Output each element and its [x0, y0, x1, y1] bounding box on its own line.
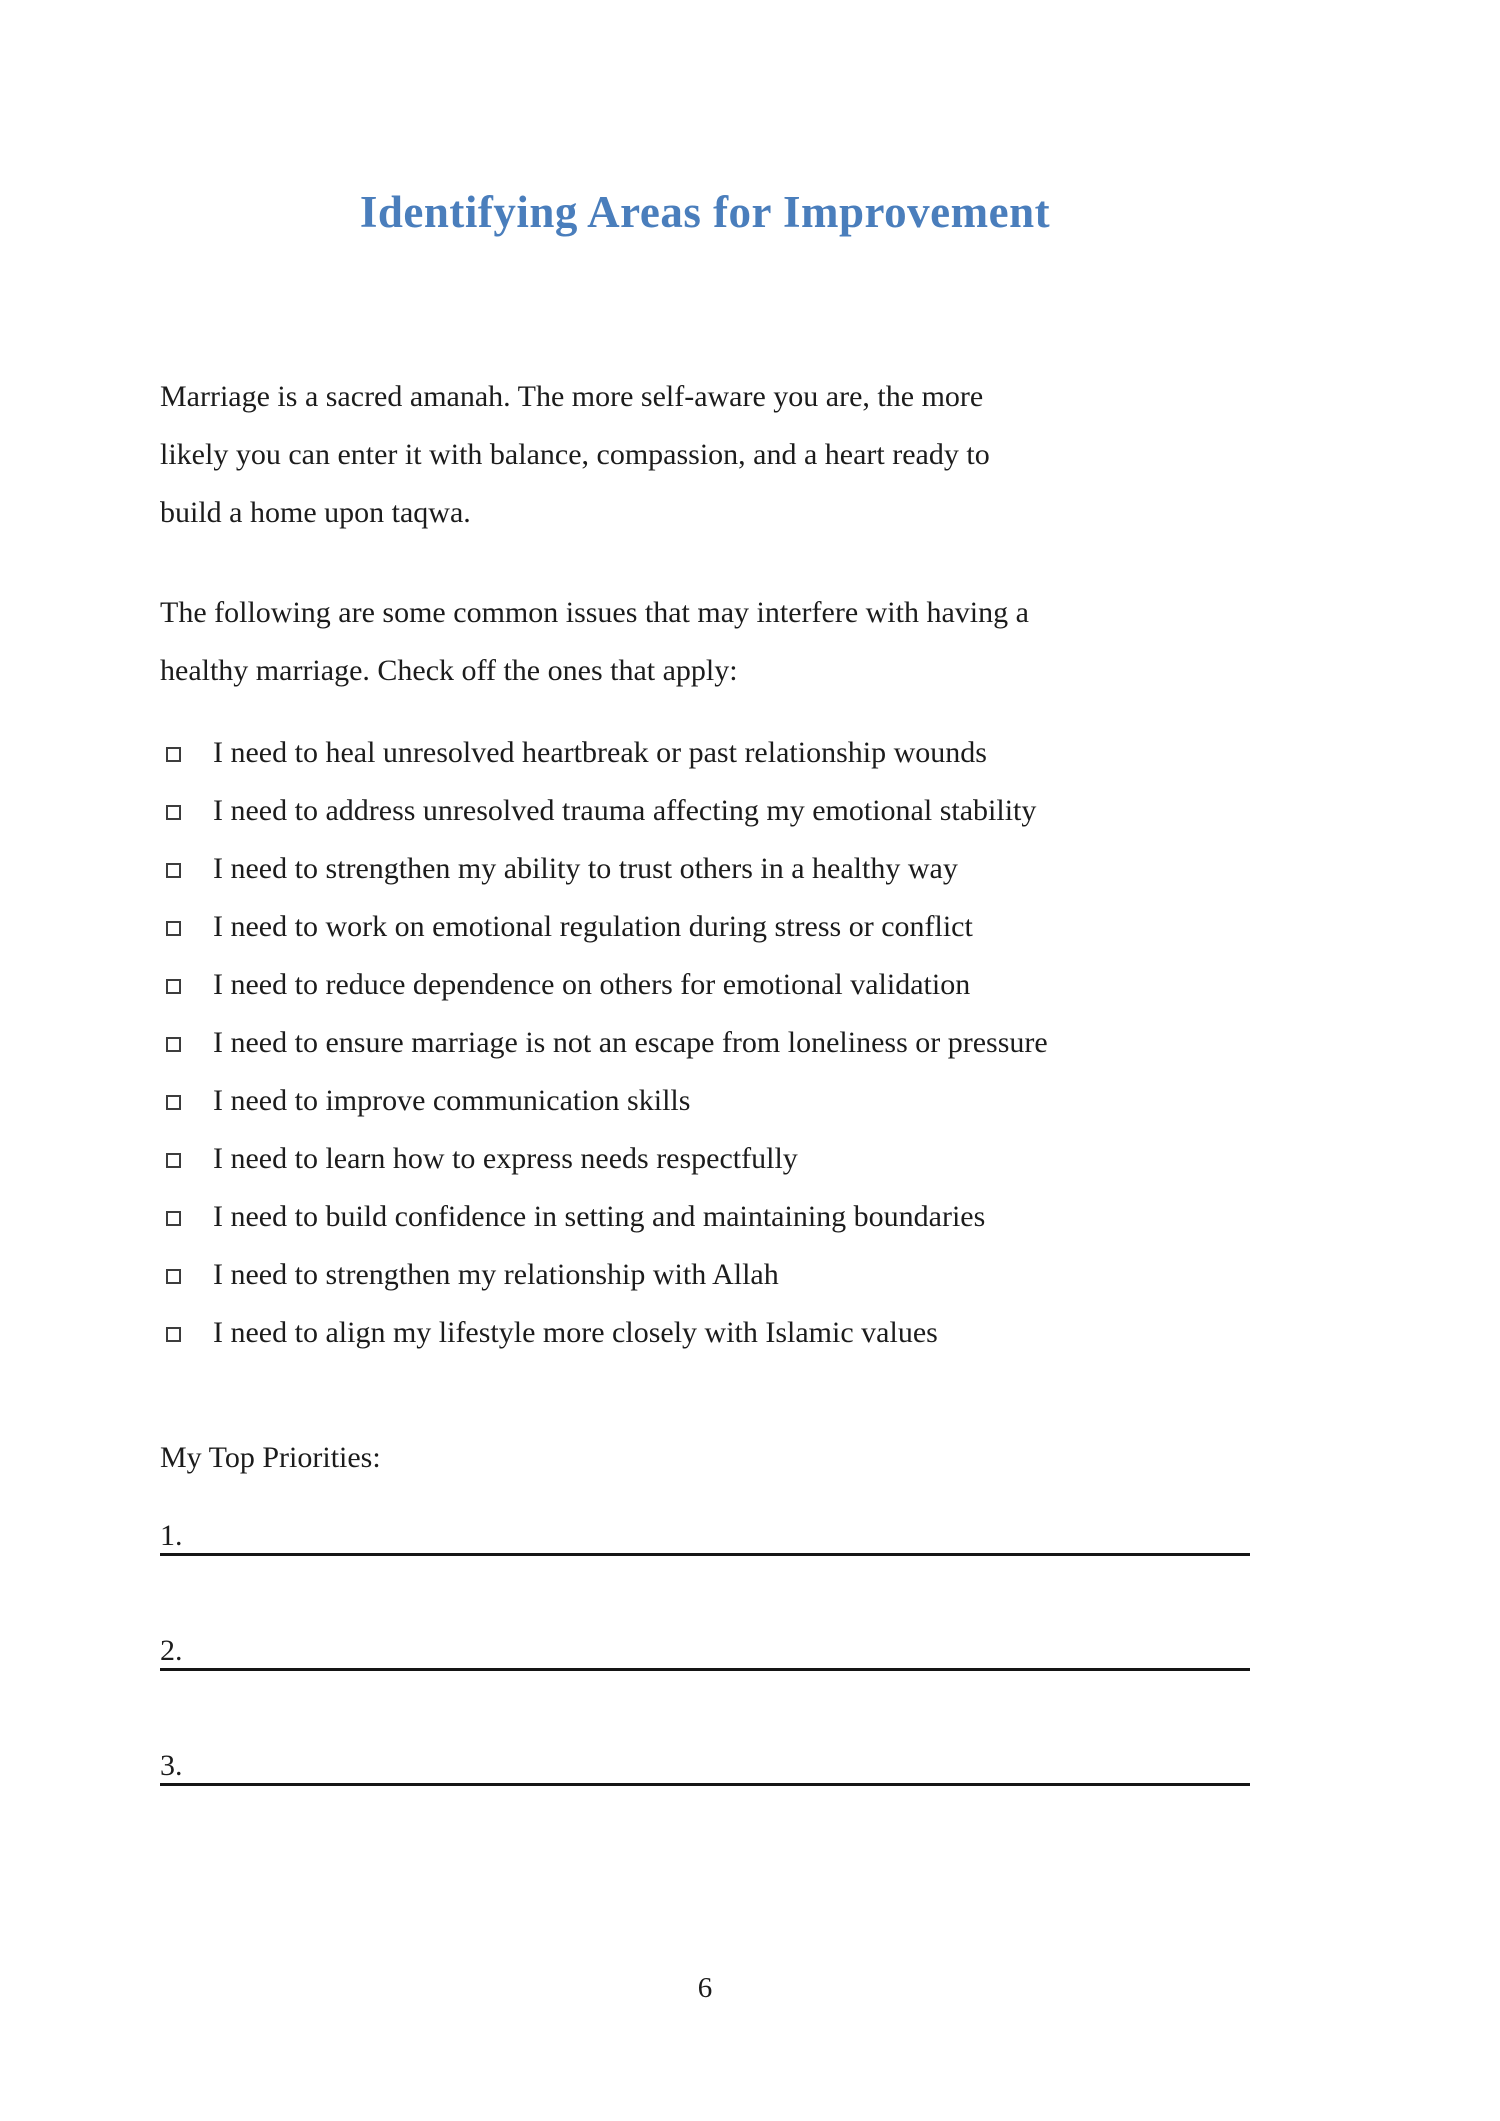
paragraph-line: build a home upon taqwa.	[160, 496, 471, 529]
checkbox-icon[interactable]	[166, 1327, 181, 1342]
checkbox-icon[interactable]	[166, 1269, 181, 1284]
checklist-item	[160, 1188, 1250, 1246]
checkbox-icon[interactable]	[166, 1095, 181, 1110]
checklist-item-label: I need to work on emotional regulation during stress or conflict	[213, 910, 973, 943]
paragraph-line: Marriage is a sacred amanah. The more self-aware you are, the more	[160, 380, 984, 413]
checklist-item	[160, 724, 1250, 782]
checkbox-icon[interactable]	[166, 979, 181, 994]
checklist-item-label: I need to strengthen my relationship with Allah	[213, 1258, 779, 1291]
priority-number: 1.	[160, 1519, 183, 1552]
priority-line-2[interactable]	[160, 1631, 1250, 1671]
priorities-heading: My Top Priorities:	[160, 1441, 381, 1474]
page-number: 6	[697, 1972, 713, 2004]
checkbox-icon[interactable]	[166, 1211, 181, 1226]
checklist-item	[160, 782, 1250, 840]
intro-paragraph-2	[160, 584, 1250, 700]
checklist-item	[160, 1246, 1250, 1304]
checklist-item	[160, 1014, 1250, 1072]
checklist-item-label: I need to address unresolved trauma affecting my emotional stability	[213, 794, 1037, 827]
checklist-item-label: I need to align my lifestyle more closely with Islamic values	[213, 1316, 938, 1349]
checklist-item-label: I need to improve communication skills	[213, 1084, 691, 1117]
paragraph-line: healthy marriage. Check off the ones that apply:	[160, 654, 738, 687]
checklist-item-label: I need to reduce dependence on others for emotional validation	[213, 968, 971, 1001]
checkbox-icon[interactable]	[166, 863, 181, 878]
priority-number: 2.	[160, 1634, 183, 1667]
checklist-item-label: I need to heal unresolved heartbreak or past relationship wounds	[213, 736, 987, 769]
checkbox-icon[interactable]	[166, 1037, 181, 1052]
checklist-item	[160, 898, 1250, 956]
priority-line-3[interactable]	[160, 1746, 1250, 1786]
paragraph-line: likely you can enter it with balance, compassion, and a heart ready to	[160, 438, 990, 471]
checklist-item-label: I need to learn how to express needs respectfully	[213, 1142, 798, 1175]
priority-line-1[interactable]	[160, 1516, 1250, 1556]
checklist-item	[160, 1130, 1250, 1188]
checkbox-icon[interactable]	[166, 1153, 181, 1168]
checklist-item-label: I need to strengthen my ability to trust others in a healthy way	[213, 852, 958, 885]
checklist-item	[160, 840, 1250, 898]
checklist-item-label: I need to ensure marriage is not an escape from loneliness or pressure	[213, 1026, 1048, 1059]
improvement-checklist	[160, 724, 1250, 1362]
intro-paragraph-1	[160, 368, 1250, 542]
paragraph-line: The following are some common issues that may interfere with having a	[160, 596, 1029, 629]
page-title: Identifying Areas for Improvement	[359, 187, 1051, 237]
checklist-item	[160, 956, 1250, 1014]
checklist-item-label: I need to build confidence in setting and maintaining boundaries	[213, 1200, 986, 1233]
checklist-item	[160, 1304, 1250, 1362]
checklist-item	[160, 1072, 1250, 1130]
checkbox-icon[interactable]	[166, 805, 181, 820]
priority-number: 3.	[160, 1749, 183, 1782]
checkbox-icon[interactable]	[166, 921, 181, 936]
checkbox-icon[interactable]	[166, 747, 181, 762]
